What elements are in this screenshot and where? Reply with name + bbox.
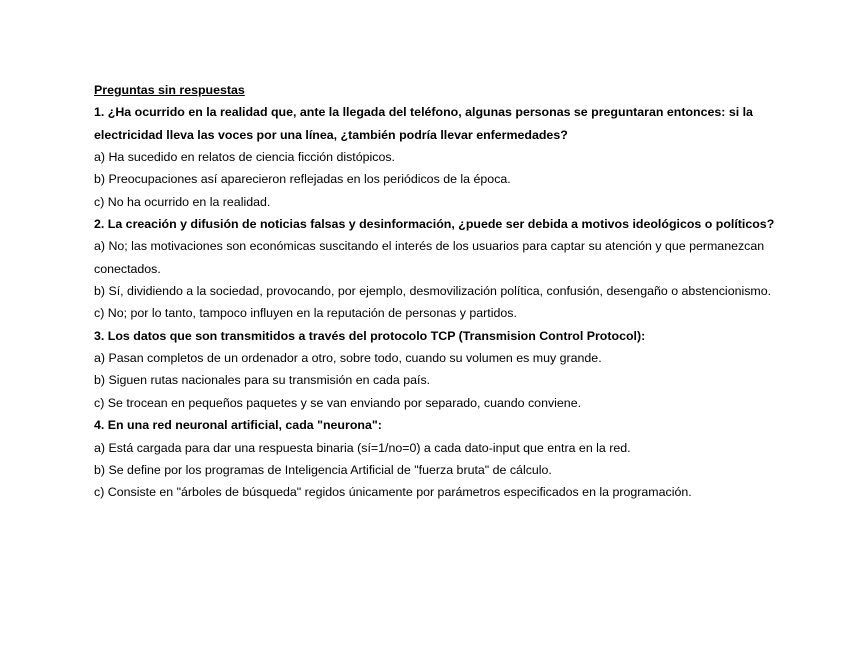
- question-3-option-b: b) Siguen rutas nacionales para su transmisión en cada país.: [94, 373, 431, 388]
- question-4: 4. En una red neuronal artificial, cada "neurona":: [94, 418, 382, 433]
- document-page: [94, 79, 794, 504]
- question-3-option-a: a) Pasan completos de un ordenador a otro, sobre todo, cuando su volumen es muy grande.: [94, 351, 602, 366]
- question-2-option-b: b) Sí, dividiendo a la sociedad, provocando, por ejemplo, desmovilización política, confusión, desengaño o abstencionismo.: [94, 284, 772, 299]
- question-4-option-b: b) Se define por los programas de Inteligencia Artificial de "fuerza bruta" de cálculo.: [94, 462, 552, 477]
- question-1-option-a: a) Ha sucedido en relatos de ciencia ficción distópicos.: [94, 150, 395, 165]
- question-2: 2. La creación y difusión de noticias falsas y desinformación, ¿puede ser debida a motivos ideológicos o políticos?: [94, 217, 775, 232]
- question-3-option-c: c) Se trocean en pequeños paquetes y se van enviando por separado, cuando conviene.: [94, 395, 582, 410]
- question-3: 3. Los datos que son transmitidos a través del protocolo TCP (Transmision Control Protocol):: [94, 328, 646, 343]
- question-1-option-b: b) Preocupaciones así aparecieron reflejadas en los periódicos de la época.: [94, 172, 511, 187]
- question-4-option-c: c) Consiste en "árboles de búsqueda" regidos únicamente por parámetros especificados en la programación.: [94, 485, 692, 500]
- document-title: Preguntas sin respuestas: [94, 83, 245, 97]
- question-4-option-a: a) Está cargada para dar una respuesta binaria (sí=1/no=0) a cada dato-input que entra en la red.: [94, 440, 631, 455]
- question-2-option-c: c) No; por lo tanto, tampoco influyen en la reputación de personas y partidos.: [94, 306, 517, 321]
- question-2-option-a: a) No; las motivaciones son económicas suscitando el interés de los usuarios para captar su atención y que permanezcan conectados.: [94, 239, 765, 276]
- question-1: 1. ¿Ha ocurrido en la realidad que, ante la llegada del teléfono, algunas personas se preguntaran entonces: si la electricidad lleva las voces por una línea, ¿también podría llevar enfermedades?: [94, 105, 753, 142]
- question-1-option-c: c) No ha ocurrido en la realidad.: [94, 194, 271, 209]
